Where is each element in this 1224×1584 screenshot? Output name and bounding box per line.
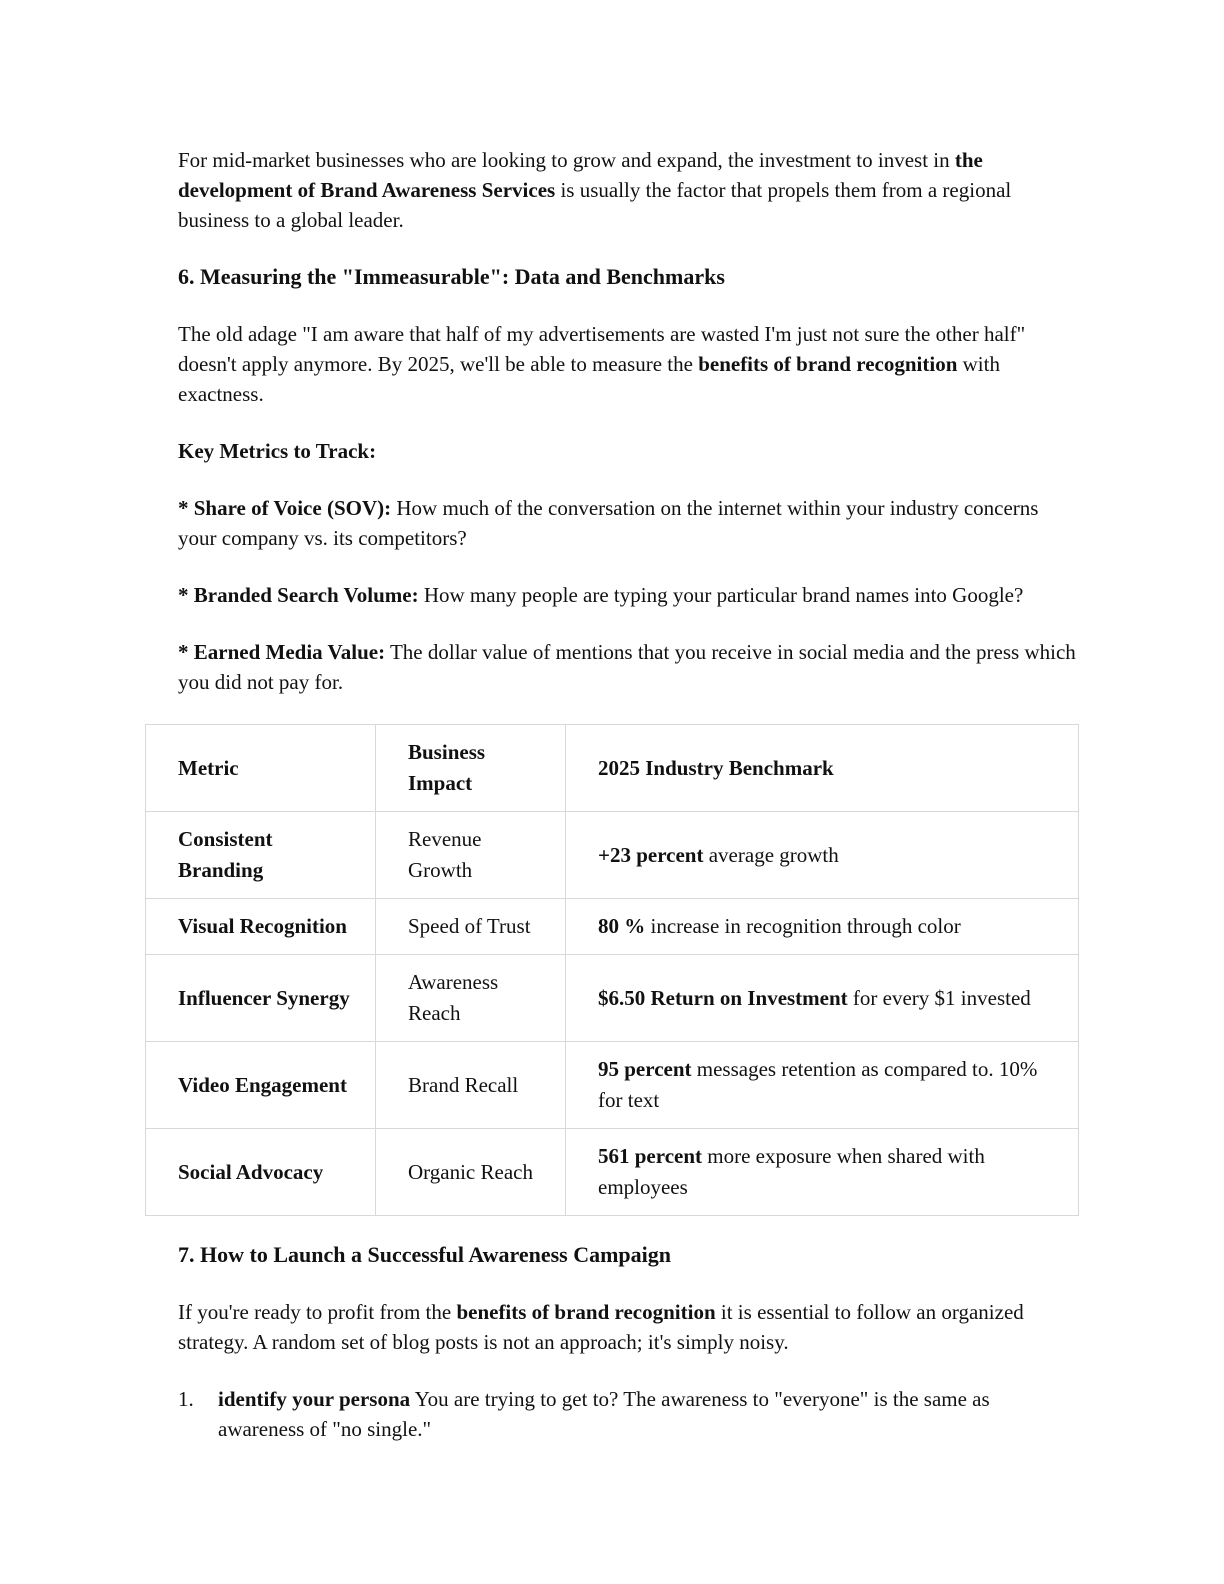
- cell-metric: Consistent Branding: [146, 812, 376, 899]
- cell-metric: Social Advocacy: [146, 1129, 376, 1216]
- cell-benchmark: 561 percent more exposure when shared with employees: [566, 1129, 1079, 1216]
- cell-benchmark: +23 percent average growth: [566, 812, 1079, 899]
- heading-key-metrics: Key Metrics to Track:: [178, 439, 377, 463]
- table-header-row: [146, 725, 1079, 812]
- paragraph-adage: The old adage "I am aware that half of my advertisements are wasted I'm just not sure the other half" doesn't apply anymore. By 2025, we'll be able to measure the benefits of brand recognition with exactness.: [178, 322, 1026, 406]
- cell-impact: Speed of Trust: [376, 899, 566, 955]
- heading-section-6: 6. Measuring the "Immeasurable": Data and Benchmarks: [178, 264, 725, 289]
- table-header-business-impact: Business Impact: [376, 725, 566, 812]
- list-item: [178, 1384, 1078, 1444]
- cell-metric: Visual Recognition: [146, 899, 376, 955]
- paragraph-launch: If you're ready to profit from the benefits of brand recognition it is essential to follow an organized strategy. A random set of blog posts is not an approach; it's simply noisy.: [178, 1300, 1024, 1354]
- list-item-text: identify your persona You are trying to get to? The awareness to "everyone" is the same as awareness of "no single.": [218, 1387, 990, 1441]
- cell-benchmark: $6.50 Return on Investment for every $1 invested: [566, 955, 1079, 1042]
- cell-impact: Brand Recall: [376, 1042, 566, 1129]
- heading-section-7: 7. How to Launch a Successful Awareness Campaign: [178, 1242, 672, 1267]
- paragraph-earned-media-value: * Earned Media Value: The dollar value of mentions that you receive in social media and the press which you did not pay for.: [178, 640, 1076, 694]
- cell-metric: Video Engagement: [146, 1042, 376, 1129]
- paragraph-branded-search-volume: * Branded Search Volume: How many people are typing your particular brand names into Google?: [178, 583, 1024, 607]
- cell-metric: Influencer Synergy: [146, 955, 376, 1042]
- table-row: [146, 1042, 1079, 1129]
- cell-impact: Organic Reach: [376, 1129, 566, 1216]
- cell-impact: Awareness Reach: [376, 955, 566, 1042]
- metrics-table: [145, 724, 1079, 1216]
- table-row: [146, 899, 1079, 955]
- paragraph-intro: For mid-market businesses who are looking to grow and expand, the investment to invest in the development of Brand Awareness Services is usually the factor that propels them from a regional business to a global leader.: [178, 148, 1012, 232]
- paragraph-share-of-voice: * Share of Voice (SOV): How much of the conversation on the internet within your industry concerns your company vs. its competitors?: [178, 496, 1039, 550]
- table-header-benchmark: 2025 Industry Benchmark: [566, 725, 1079, 812]
- table-header-metric: Metric: [146, 725, 376, 812]
- numbered-list: [178, 1384, 1078, 1444]
- table-row: [146, 1129, 1079, 1216]
- table-row: [146, 812, 1079, 899]
- cell-impact: Revenue Growth: [376, 812, 566, 899]
- list-item-number: 1.: [178, 1387, 194, 1411]
- table-row: [146, 955, 1079, 1042]
- cell-benchmark: 80 % increase in recognition through color: [566, 899, 1079, 955]
- cell-benchmark: 95 percent messages retention as compared to. 10% for text: [566, 1042, 1079, 1129]
